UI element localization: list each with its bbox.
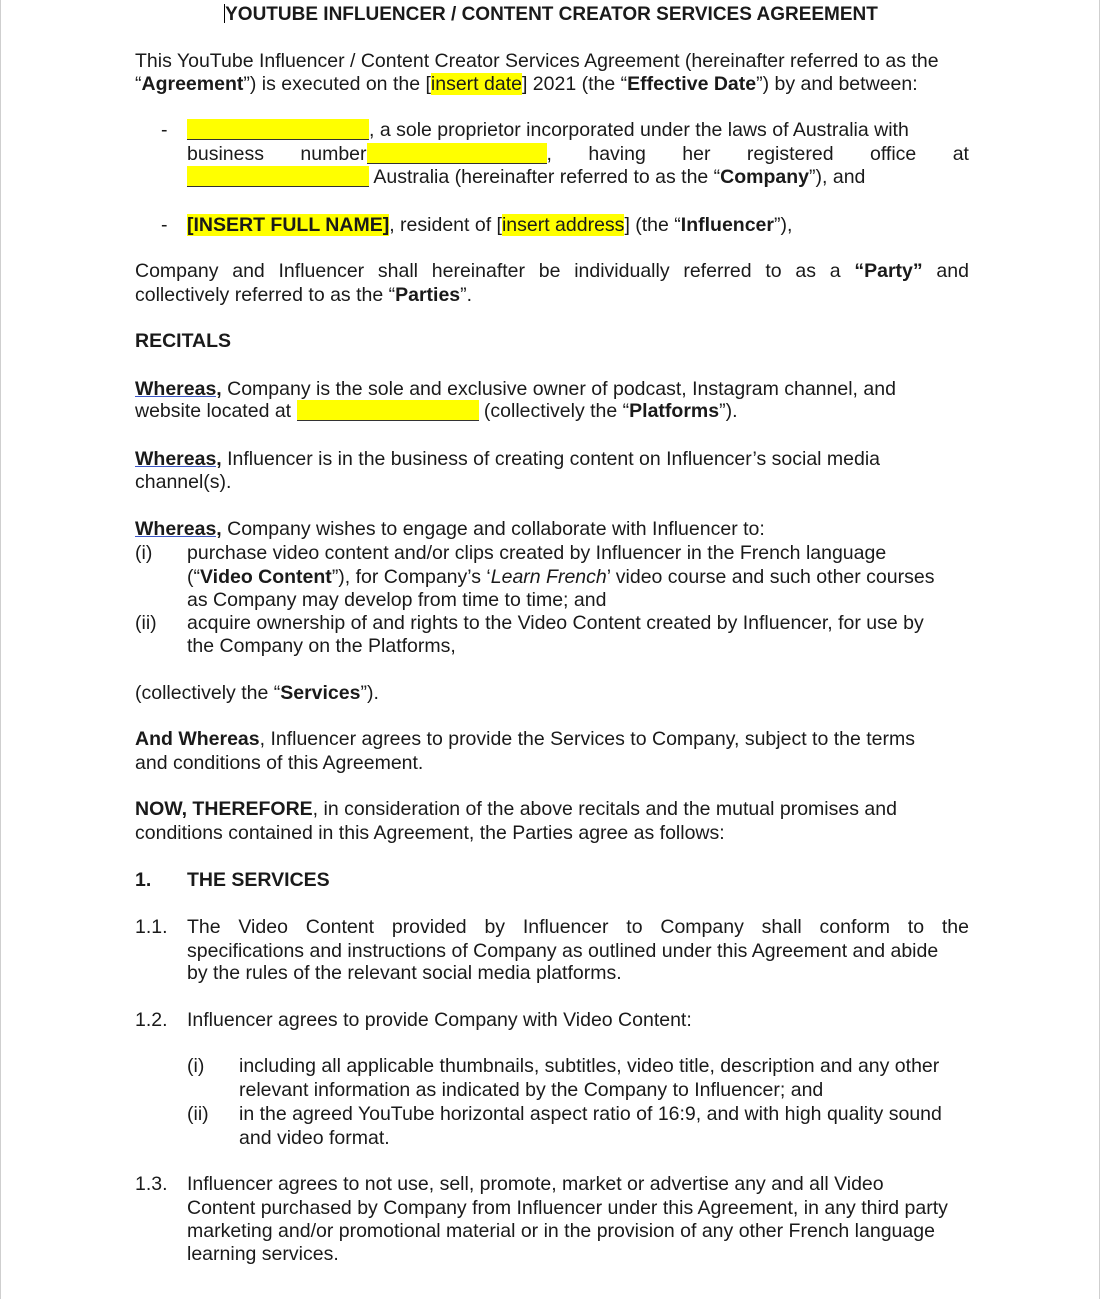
whereas2-line-2: channel(s). [135,471,232,493]
intro-line-1: This YouTube Influencer / Content Creator Services Agreement (hereinafter referred to as the [135,50,939,72]
clause-1-2-line-1: Influencer agrees to provide Company with Video Content: [187,1009,692,1031]
party2-dash: - [161,214,168,236]
whereas3-item-i-line-3: as Company may develop from time to time; and [187,589,607,611]
clause-1-3-number: 1.3. [135,1173,168,1195]
insert-date-placeholder[interactable]: insert date [430,73,522,95]
clause-1-1-number: 1.1. [135,916,168,938]
company-name-blank[interactable] [187,119,369,140]
services-definition: (collectively the “Services”). [135,682,379,704]
clause-1-2-item-ii-line-2: and video format. [239,1127,390,1149]
party1-line-2: business number , having her registered office at [187,143,969,165]
now-therefore-line-2: conditions contained in this Agreement, the Parties agree as follows: [135,822,725,844]
clause-1-2-item-i-label: (i) [187,1055,205,1077]
intro-line-2: “Agreement”) is executed on the [insert date] 2021 (the “Effective Date”) by and between: [135,73,918,95]
whereas3-item-i-line-1: purchase video content and/or clips created by Influencer in the French language [187,542,887,564]
clause-1-2-item-i-line-2: relevant information as indicated by the Company to Influencer; and [239,1079,824,1101]
document-title: YOUTUBE INFLUENCER / CONTENT CREATOR SERVICES AGREEMENT [225,4,878,25]
and-whereas-line-1: And Whereas, Influencer agrees to provide the Services to Company, subject to the terms [135,728,915,750]
clause-1-1-line-3: by the rules of the relevant social media platforms. [187,962,622,984]
clause-1-3-line-2: Content purchased by Company from Influencer under this Agreement, in any third party [187,1197,948,1219]
parties-line-2: collectively referred to as the “Parties”. [135,284,473,306]
whereas1-line-2: website located at (collectively the “Platforms”). [135,400,738,422]
recitals-heading: RECITALS [135,330,232,352]
party1-dash: - [161,119,168,141]
whereas3-item-i-line-2: (“Video Content”), for Company’s ‘Learn French’ video course and such other courses [187,566,935,588]
whereas3-item-ii-line-2: the Company on the Platforms, [187,635,456,657]
whereas3-line-1: Whereas, Company wishes to engage and collaborate with Influencer to: [135,518,765,540]
party2-line: [INSERT FULL NAME], resident of [insert address] (the “Influencer”), [187,214,793,236]
parties-line-1: Company and Influencer shall hereinafter be individually referred to as a “Party” and [135,260,969,282]
clause-1-3-line-4: learning services. [187,1243,339,1265]
party1-line-3: Australia (hereinafter referred to as the “Company”), and [187,166,865,189]
section1-number: 1. [135,869,152,891]
whereas3-item-i-label: (i) [135,542,153,564]
clause-1-2-item-ii-line-1: in the agreed YouTube horizontal aspect ratio of 16:9, and with high quality sound [239,1103,942,1125]
now-therefore-line-1: NOW, THEREFORE, in consideration of the above recitals and the mutual promises and [135,798,897,820]
business-number-blank[interactable] [367,143,547,164]
whereas3-item-ii-line-1: acquire ownership of and rights to the Video Content created by Influencer, for use by [187,612,924,634]
clause-1-2-item-ii-label: (ii) [187,1103,209,1125]
website-url-blank[interactable] [297,400,479,421]
whereas3-item-ii-label: (ii) [135,612,157,634]
clause-1-3-line-1: Influencer agrees to not use, sell, promote, market or advertise any and all Video [187,1173,884,1195]
clause-1-3-line-3: marketing and/or promotional material or in the provision of any other French language [187,1220,935,1242]
clause-1-2-number: 1.2. [135,1009,168,1031]
whereas1-line-1: Whereas, Company is the sole and exclusive owner of podcast, Instagram channel, and [135,378,896,400]
office-address-blank[interactable] [187,166,369,187]
party1-line-1: , a sole proprietor incorporated under the laws of Australia with [187,119,969,142]
whereas2-line-1: Whereas, Influencer is in the business of creating content on Influencer’s social media [135,448,881,470]
clause-1-1-line-2: specifications and instructions of Company as outlined under this Agreement and abide [187,940,939,962]
clause-1-2-item-i-line-1: including all applicable thumbnails, subtitles, video title, description and any other [239,1055,940,1077]
and-whereas-line-2: and conditions of this Agreement. [135,752,424,774]
section1-heading: THE SERVICES [187,869,330,891]
insert-full-name-placeholder[interactable]: [INSERT FULL NAME] [187,214,390,236]
clause-1-1-line-1: The Video Content provided by Influencer to Company shall conform to the [187,916,969,938]
insert-address-placeholder[interactable]: insert address [501,214,625,236]
